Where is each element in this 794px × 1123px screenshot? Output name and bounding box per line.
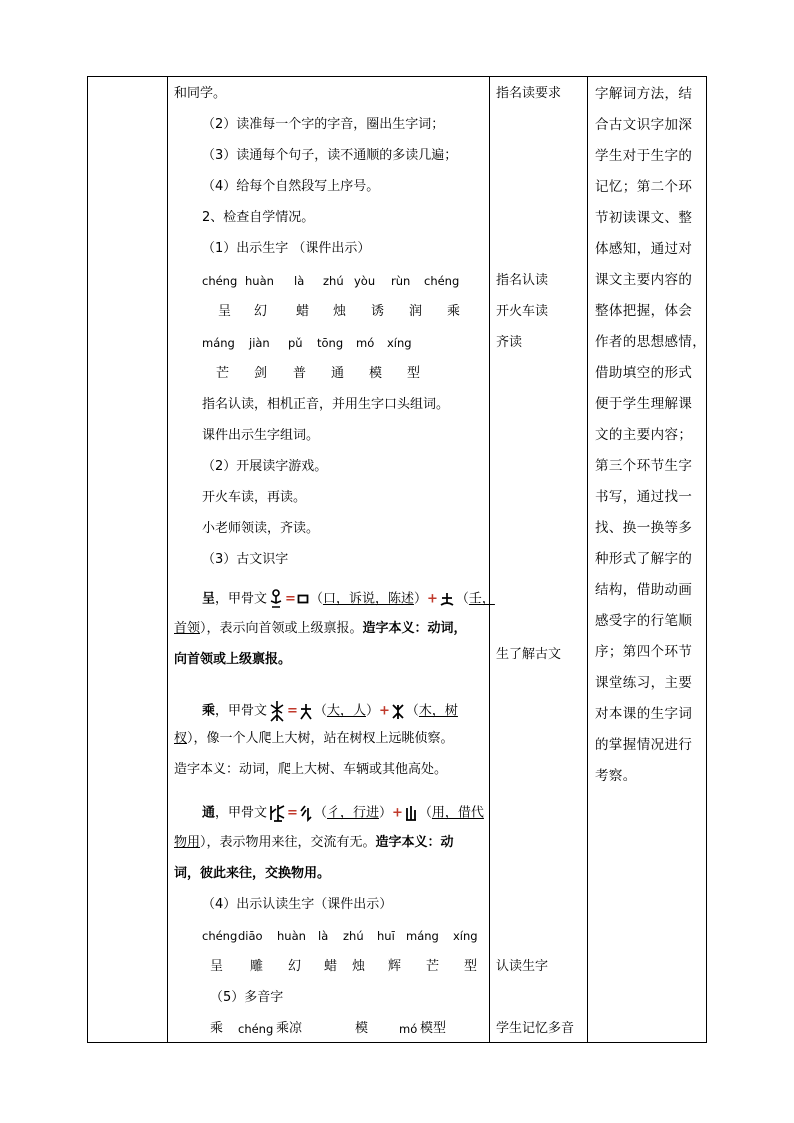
- intent-line: 学生对于生字的: [595, 148, 693, 164]
- pinyin: rùn: [391, 274, 411, 288]
- polyphone-word: 模型: [420, 1021, 447, 1036]
- pinyin: máng: [406, 929, 439, 943]
- etymology-intro: ，甲骨文: [215, 805, 268, 821]
- component-meaning: 大，人: [326, 703, 366, 719]
- component-meaning: 壬，: [468, 591, 495, 607]
- intent-line: 作者的思想感情，: [595, 334, 707, 350]
- column-1-cell: [88, 77, 167, 1042]
- component-meaning: 首领: [174, 621, 201, 636]
- walk-glyph-icon: [299, 804, 313, 822]
- student-activity-cell: [490, 77, 587, 1042]
- pinyin: jiàn: [249, 336, 270, 350]
- intent-line: 记忆；第二个环: [595, 179, 693, 195]
- char: 诱: [371, 304, 385, 319]
- char: 芒: [426, 959, 440, 974]
- pinyin: là: [318, 929, 329, 943]
- char: 呈: [210, 959, 224, 974]
- text-line: （3）读通每个句子，读不通顺的多读几遍；: [202, 148, 458, 163]
- pinyin: yòu: [354, 274, 376, 288]
- char: 幻: [254, 304, 268, 319]
- etymology-intro: ，甲骨文: [215, 591, 268, 607]
- intent-line: 感受字的行笔顺: [595, 613, 693, 629]
- intent-line: 借助填空的形式: [595, 365, 693, 381]
- etymology-tong-line2: 物用），表示物用来往，交流有无。造字本义：动: [174, 835, 454, 850]
- equals-sign: =: [285, 591, 296, 607]
- char: 通: [331, 366, 345, 381]
- text-line: （3）古文识字: [202, 552, 289, 567]
- polyphone-char: 模: [355, 1021, 369, 1036]
- text-line: （4）出示认读生字（课件出示）: [202, 897, 393, 912]
- polyphone-pinyin: mó: [399, 1022, 418, 1036]
- plus-sign: +: [426, 591, 438, 607]
- plus-sign: +: [391, 805, 403, 821]
- char: 呈: [218, 304, 232, 319]
- char: 雕: [250, 959, 264, 974]
- char: 普: [293, 366, 307, 381]
- etymology-meaning: 造字本义：动词，: [362, 621, 467, 636]
- activity-text: 开火车读: [496, 304, 549, 319]
- pinyin: huàn: [277, 929, 306, 943]
- text-line: 指名认读，相机正音，并用生字口头组词。: [202, 397, 450, 412]
- polyphone-char: 乘: [210, 1021, 224, 1036]
- intent-line: 课文主要内容的: [595, 272, 693, 288]
- text-line: 开火车读，再读。: [202, 490, 307, 505]
- pinyin: tōng: [317, 336, 344, 350]
- component-meaning: 木，树: [418, 703, 458, 719]
- teaching-process-cell: [168, 77, 495, 1042]
- intent-line: 第三个环节生字: [595, 458, 693, 474]
- activity-text: 认读生字: [496, 959, 549, 974]
- char: 烛: [333, 304, 347, 319]
- char: 剑: [254, 366, 268, 381]
- intent-line: 考察。: [595, 768, 637, 784]
- polyphone-pinyin: chéng: [238, 1022, 274, 1036]
- activity-text: 生了解古文: [496, 647, 562, 662]
- etymology-char: 通: [202, 805, 216, 821]
- intent-line: 字解词方法，结: [595, 86, 693, 102]
- pinyin: zhú: [343, 929, 364, 943]
- use-glyph-icon: [404, 804, 418, 822]
- char: 幻: [288, 959, 302, 974]
- char: 润: [409, 304, 423, 319]
- text-line: （5）多音字: [210, 990, 284, 1005]
- etymology-explanation: ，像一个人爬上大树，站在树杈上远眺侦察。: [193, 731, 454, 746]
- lesson-table: [87, 76, 707, 1043]
- tree-glyph-icon: [391, 702, 405, 720]
- etymology-explanation: ，表示物用来往，交流有无。: [206, 835, 376, 850]
- intent-line: 整体把握，体会: [595, 303, 693, 319]
- text-line: 2、检查自学情况。: [202, 210, 315, 225]
- char: 型: [464, 959, 478, 974]
- intent-line: 种形式了解字的: [595, 551, 693, 567]
- etymology-cheng2-line2: 杈），像一个人爬上大树，站在树杈上远眺侦察。: [174, 731, 454, 746]
- intent-line: 的掌握情况进行: [595, 737, 693, 753]
- pinyin: pǔ: [288, 336, 303, 350]
- component-meaning: 口，诉说，陈述: [322, 591, 414, 607]
- etymology-cheng-line3: 向首领或上级禀报。: [174, 652, 292, 667]
- plus-sign: +: [378, 703, 390, 719]
- text-line: （2）开展读字游戏。: [202, 459, 328, 474]
- intent-line: 文的主要内容；: [595, 427, 693, 443]
- intent-line: 序；第四个环节: [595, 644, 693, 660]
- pinyin: huī: [377, 929, 395, 943]
- text-line: （1）出示生字 （课件出示）: [202, 241, 371, 256]
- intent-line: 对本课的生字词: [595, 706, 693, 722]
- etymology-tong-line1: 通，甲骨文 = （彳，行进）+ （用，借代: [202, 803, 484, 823]
- polyphone-word: 乘凉: [276, 1021, 303, 1036]
- etymology-meaning: 造字本义：动: [375, 835, 454, 850]
- pinyin: mó: [356, 336, 375, 350]
- oracle-bone-glyph-icon: [268, 699, 286, 723]
- intent-line: 书写，通过找一: [595, 489, 693, 505]
- activity-text: 学生记忆多音: [496, 1021, 575, 1036]
- etymology-tong-line3: 词，彼此来往，交换物用。: [174, 866, 331, 881]
- activity-text: 指名读要求: [496, 86, 562, 101]
- char: 蜡: [296, 304, 310, 319]
- person-glyph-icon: [299, 702, 313, 720]
- etymology-cheng-line1: 呈，甲骨文 = （口，诉说，陈述）+ （壬，: [202, 589, 495, 609]
- etymology-explanation: ，表示向首领或上级禀报。: [206, 621, 363, 636]
- pinyin: huàn: [245, 274, 274, 288]
- char: 辉: [388, 959, 402, 974]
- intent-line: 节初读课文、整: [595, 210, 693, 226]
- mouth-glyph-icon: [297, 593, 309, 605]
- char: 模: [369, 366, 383, 381]
- oracle-bone-glyph-icon: [268, 589, 284, 609]
- etymology-char: 呈: [202, 591, 216, 607]
- text-line: （2）读准每一个字的字音，圈出生字词；: [202, 117, 445, 132]
- component-meaning: 用，借代: [431, 805, 484, 821]
- etymology-intro: ，甲骨文: [215, 703, 268, 719]
- etymology-cheng2-line3: 造字本义：动词，爬上大树、车辆或其他高处。: [174, 762, 448, 777]
- etymology-cheng-line2: 首领），表示向首领或上级禀报。造字本义：动词，: [174, 621, 467, 636]
- person-glyph-icon: [439, 591, 455, 607]
- intent-line: 结构，借助动画: [595, 582, 693, 598]
- char: 烛: [352, 959, 366, 974]
- pinyin: chéng: [202, 274, 238, 288]
- design-intent-cell: [588, 77, 706, 1042]
- pinyin: chéng: [424, 274, 460, 288]
- intent-line: 合古文识字加深: [595, 117, 693, 133]
- pinyin: là: [294, 274, 305, 288]
- text-line: （4）给每个自然段写上序号。: [202, 179, 380, 194]
- etymology-char: 乘: [202, 703, 216, 719]
- pinyin: xíng: [453, 929, 478, 943]
- pinyin: xíng: [387, 336, 412, 350]
- intent-line: 课堂练习，主要: [595, 675, 693, 691]
- text-line: 和同学。: [174, 86, 227, 101]
- char: 型: [407, 366, 421, 381]
- text-line: 课件出示生字组词。: [202, 428, 320, 443]
- text-line: 小老师领读，齐读。: [202, 521, 320, 536]
- etymology-cheng2-line1: 乘，甲骨文 = （大，人）+ （木，树: [202, 699, 458, 723]
- component-meaning: 物用: [174, 835, 201, 850]
- char: 蜡: [324, 959, 338, 974]
- oracle-bone-glyph-icon: [268, 803, 286, 823]
- char: 芒: [216, 366, 230, 381]
- char: 乘: [447, 304, 461, 319]
- intent-line: 体感知，通过对: [595, 241, 693, 257]
- intent-line: 便于学生理解课: [595, 396, 693, 412]
- activity-text: 指名认读: [496, 273, 549, 288]
- pinyin: zhú: [323, 274, 344, 288]
- component-meaning: 杈: [174, 731, 188, 746]
- equals-sign: =: [287, 805, 298, 821]
- pinyin: chéng: [202, 929, 238, 943]
- pinyin: máng: [202, 336, 235, 350]
- intent-line: 找、换一换等多: [595, 520, 693, 536]
- activity-text: 齐读: [496, 335, 523, 350]
- equals-sign: =: [287, 703, 298, 719]
- pinyin: diāo: [238, 929, 263, 943]
- component-meaning: 彳，行进: [326, 805, 379, 821]
